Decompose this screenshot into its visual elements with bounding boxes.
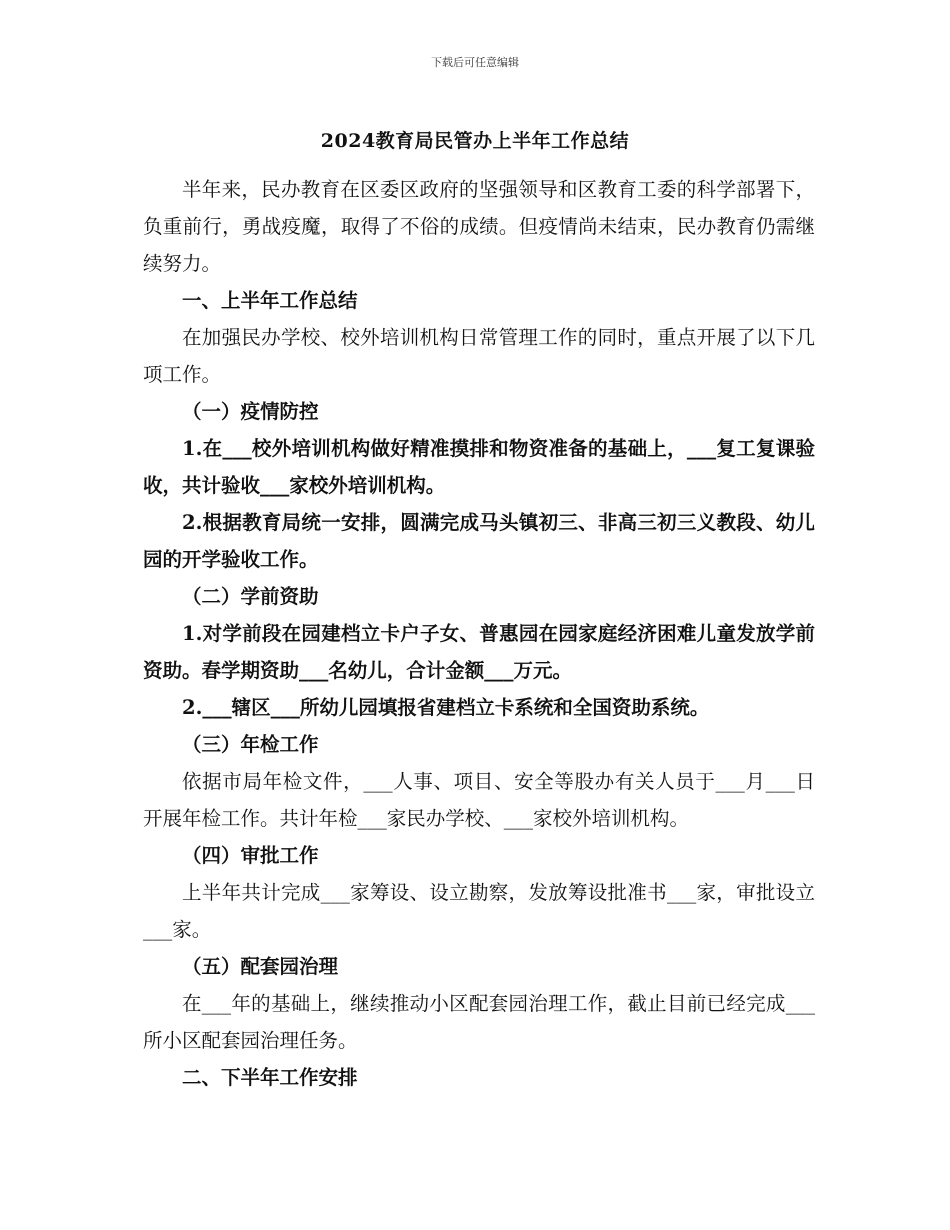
kindergarten-governance-paragraph: 在___年的基础上，继续推动小区配套园治理工作，截止目前已经完成___所小区配套园治理任务。 [143, 992, 815, 1052]
epidemic-item-1: 1.在___校外培训机构做好精准摸排和物资准备的基础上，___复工复课验收，共计验收___家校外培训机构。 [143, 437, 815, 497]
section-heading-second-half-plan: 二、下半年工作安排 [182, 1066, 358, 1089]
approval-paragraph: 上半年共计完成___家筹设、设立勘察，发放筹设批准书___家，审批设立___家。 [143, 881, 815, 941]
preschool-aid-item-1: 1.对学前段在园建档立卡户子女、普惠园在园家庭经济困难儿童发放学前资助。春学期资助___名幼儿，合计金额___万元。 [143, 622, 815, 682]
subheading-kindergarten-governance: （五）配套园治理 [182, 955, 339, 978]
document-body [143, 171, 815, 1096]
subheading-annual-inspection: （三）年检工作 [182, 733, 319, 756]
document-title: 2024教育局民管办上半年工作总结 [320, 130, 630, 152]
subheading-approval-work: （四）审批工作 [182, 844, 319, 867]
intro-paragraph: 半年来，民办教育在区委区政府的坚强领导和区教育工委的科学部署下，负重前行，勇战疫魔，取得了不俗的成绩。但疫情尚未结束，民办教育仍需继续努力。 [143, 178, 815, 275]
page-header-note: 下载后可任意编辑 [431, 56, 519, 69]
section-heading-first-half-summary: 一、上半年工作总结 [182, 289, 358, 312]
subheading-preschool-aid: （二）学前资助 [182, 585, 319, 608]
annual-inspection-paragraph: 依据市局年检文件，___人事、项目、安全等股办有关人员于___月___日开展年检工作。共计年检___家民办学校、___家校外培训机构。 [143, 770, 815, 830]
summary-paragraph: 在加强民办学校、校外培训机构日常管理工作的同时，重点开展了以下几项工作。 [143, 326, 815, 386]
preschool-aid-item-2: 2.___辖区___所幼儿园填报省建档立卡系统和全国资助系统。 [182, 696, 710, 719]
subheading-epidemic-control: （一）疫情防控 [182, 400, 319, 423]
epidemic-item-2: 2.根据教育局统一安排，圆满完成马头镇初三、非高三初三义教段、幼儿园的开学验收工作。 [143, 511, 815, 571]
